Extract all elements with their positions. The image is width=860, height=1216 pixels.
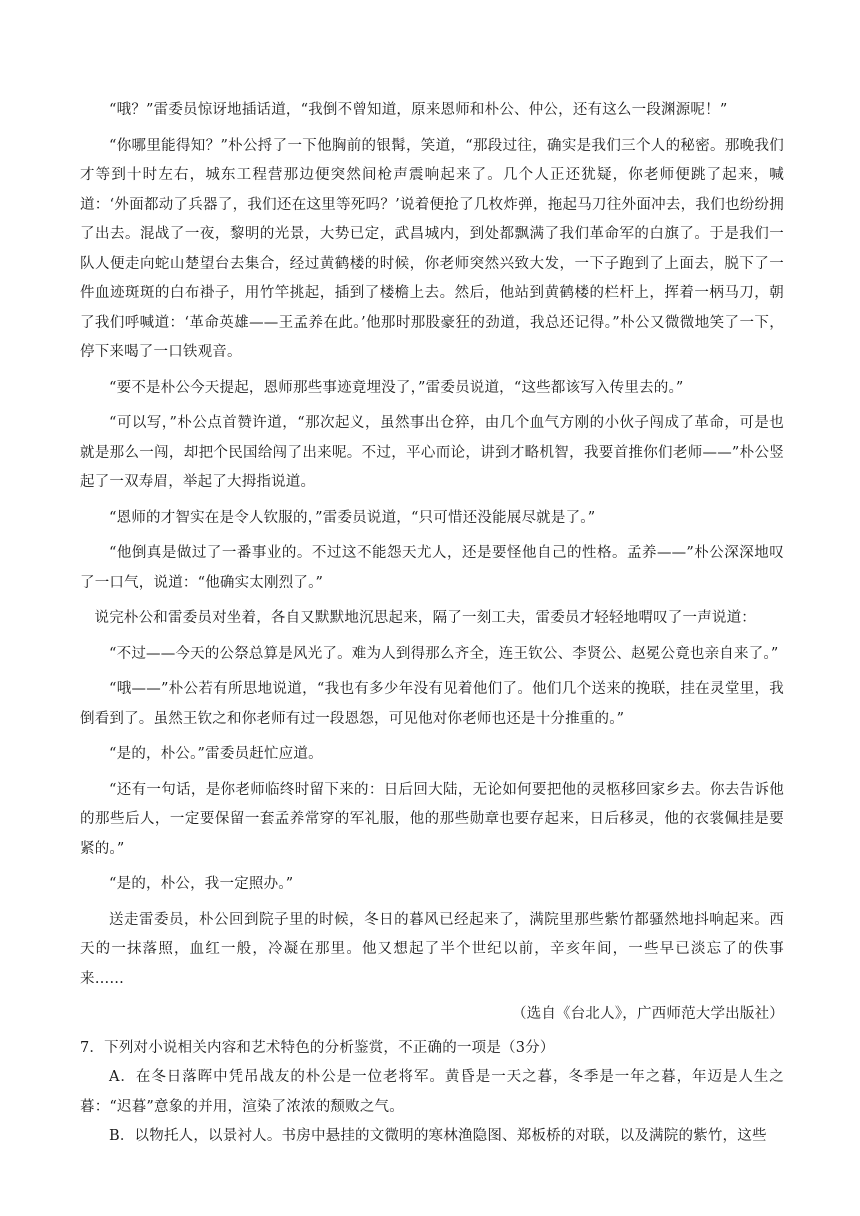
document-page <box>80 96 784 1152</box>
paragraph-7: “不过——今天的公祭总算是风光了。难为人到得那么齐全，连王钦公、李贤公、赵冕公竟也亲自来了。” <box>109 645 779 662</box>
paragraph-5: “恩师的才智实在是令人钦服的，”雷委员说道，“只可惜还没能展尽就是了。” <box>109 509 596 526</box>
paragraph-12: 送走雷委员，朴公回到院子里的时候，冬日的暮风已经起来了，满院里那些紫竹都骚然地抖响起来。西天的一抹落照，血红一般，冷凝在那里。他又想起了半个世纪以前，辛亥年间，一些早已淡忘了的佚事来…… <box>80 911 784 987</box>
paragraph-4: “可以写，”朴公点首赞许道，“那次起义，虽然事出仓猝，由几个血气方刚的小伙子闯成了革命，可是也就是那么一闯，却把个民国给闯了出来呢。不过，平心而论，讲到才略机智，我要首推你们老师——”朴公竖起了一双寿眉，举起了大拇指说道。 <box>80 415 784 490</box>
paragraph-8: “哦——”朴公若有所思地说道，“我也有多少年没有见着他们了。他们几个送来的挽联，挂在灵堂里，我倒看到了。虽然王钦之和你老师有过一段恩怨，可见他对你老师也还是十分推重的。” <box>80 681 784 727</box>
paragraph-1: “哦？”雷委员惊讶地插话道，“我倒不曾知道，原来恩师和朴公、仲公，还有这么一段渊源呢！” <box>109 102 728 118</box>
option-b: B．以物托人，以景衬人。书房中悬挂的文微明的寒林渔隐图、郑板桥的对联，以及满院的紫竹，这些 <box>109 1128 767 1144</box>
paragraph-6: “他倒真是做过了一番事业的。不过这不能怨天尤人，还是要怪他自己的性格。孟养——”朴公深深地叹了一口气，说道：“他确实太刚烈了。” <box>80 545 784 591</box>
paragraph-2: “你哪里能得知？”朴公捋了一下他胸前的银髯，笑道，“那段过往，确实是我们三个人的秘密。那晚我们才等到十时左右，城东工程营那边便突然间枪声震响起来了。几个人正还犹疑，你老师便跳了起来，喊道：‘外面都动了兵器了，我们还在这里等死吗？’说着便抢了几枚炸弹，拖起马刀往外面冲去，我们也纷纷拥了出去。混战了一夜，黎明的光景，大势已定，武昌城内，到处都飘满了我们革命军的白旗了。于是我们一队人便走向蛇山楚望台去集合，经过黄鹤楼的时候，你老师突然兴致大发，一下子跑到了上面去，脱下了一件血迹斑斑的白布褂子，用竹竿挑起，插到了楼檐上去。然后，他站到黄鹤楼的栏杆上，挥着一柄马刀，朝了我们呼喊道：‘革命英雄——王孟养在此。’他那时那股豪狂的劲道，我总还记得。”朴公又微微地笑了一下，停下来喝了一口铁观音。 <box>80 137 784 360</box>
paragraph-3: “要不是朴公今天提起，恩师那些事迹竟埋没了，”雷委员说道，“这些都该写入传里去的。” <box>109 379 684 396</box>
option-a: A．在冬日落晖中凭吊战友的朴公是一位老将军。黄昏是一天之暮，冬季是一年之暮，年迈是人生之暮：“迟暮”意象的并用，渲染了浓浓的颓败之气。 <box>80 1069 784 1115</box>
narration-paragraph: 说完朴公和雷委员对坐着，各自又默默地沉思起来，隔了一刻工夫，雷委员才轻轻地喟叹了一声说道： <box>94 610 756 626</box>
paragraph-11: “是的，朴公，我一定照办。” <box>109 876 294 892</box>
paragraph-10: “还有一句话，是你老师临终时留下来的：日后回大陆，无论如何要把他的灵柩移回家乡去。你去告诉他的那些后人，一定要保留一套孟养常穿的军礼服，他的那些勋章也要存起来，日后移灵，他的衣裳佩挂是要紧的。” <box>80 781 784 857</box>
source-citation: （选自《台北人》，广西师范大学出版社） <box>511 1006 784 1022</box>
paragraph-9: “是的，朴公。”雷委员赶忙应道。 <box>109 746 323 762</box>
question-stem: 7．下列对小说相关内容和艺术特色的分析鉴赏，不正确的一项是（3分） <box>80 1039 555 1056</box>
